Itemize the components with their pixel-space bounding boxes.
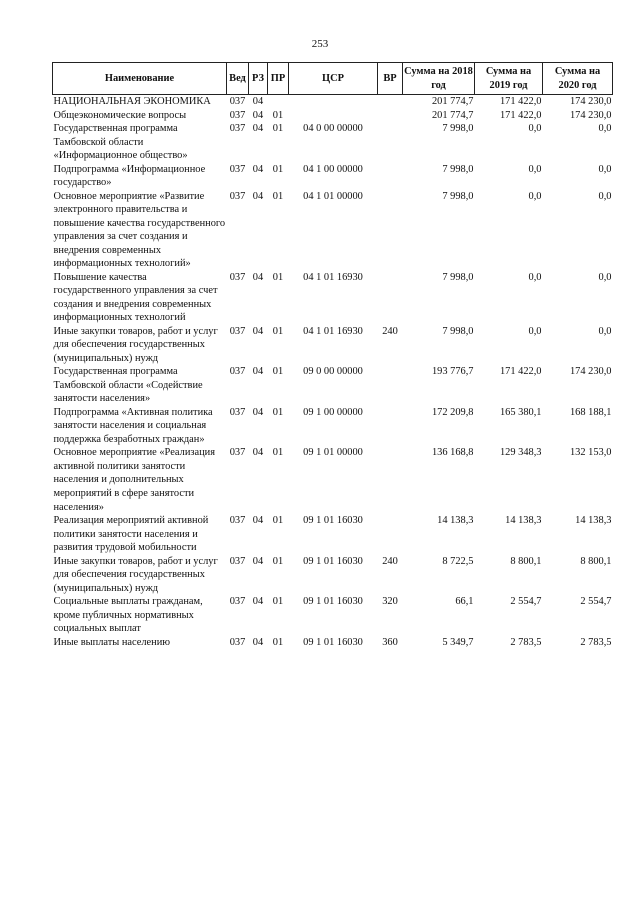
cell-rz: 04 <box>252 636 264 648</box>
cell-sum-2019: 0,0 <box>528 163 542 175</box>
cell-sum-2018: 201 774,7 <box>431 109 474 121</box>
cell-rz: 04 <box>252 447 264 459</box>
header-sum-2018: Сумма на 2018 год <box>403 63 475 95</box>
header-sum-2019: Сумма на 2019 год <box>475 63 543 95</box>
cell-vr <box>378 190 403 271</box>
cell-sum-2018: 7 998,0 <box>442 271 474 283</box>
cell-sum-2019: 2 783,5 <box>510 636 542 648</box>
header-vr: ВР <box>378 63 403 95</box>
cell-rz: 04 <box>252 271 264 283</box>
table-row <box>53 636 613 650</box>
cell-sum-2018: 8 722,5 <box>442 555 474 567</box>
cell-ved: 037 <box>229 555 246 567</box>
cell-rz: 04 <box>252 406 264 418</box>
cell-rz: 04 <box>252 190 264 202</box>
cell-vr <box>378 122 403 163</box>
cell-vr <box>378 406 403 447</box>
table-row <box>53 365 613 406</box>
cell-pr: 01 <box>272 271 284 283</box>
page-number: 253 <box>311 38 329 50</box>
cell-sum-2020: 174 230,0 <box>569 96 612 108</box>
cell-sum-2018: 172 209,8 <box>431 406 474 418</box>
cell-ved: 037 <box>229 325 246 337</box>
table-row <box>53 446 613 514</box>
cell-pr: 01 <box>272 123 284 135</box>
cell-sum-2019: 8 800,1 <box>510 555 542 567</box>
cell-ved: 037 <box>229 123 246 135</box>
cell-name: Общеэкономические вопросы <box>53 109 187 121</box>
table-row <box>53 406 613 447</box>
table-row <box>53 271 613 325</box>
table-row <box>53 95 613 109</box>
cell-rz: 04 <box>252 163 264 175</box>
cell-name: Социальные выплаты гражданам, кроме публичных нормативных социальных выплат <box>53 596 203 635</box>
cell-sum-2020: 0,0 <box>598 325 612 337</box>
header-rz: РЗ <box>249 63 268 95</box>
cell-sum-2019: 0,0 <box>528 271 542 283</box>
cell-csr: 09 1 01 16030 <box>303 636 363 648</box>
table-row <box>53 190 613 271</box>
cell-rz: 04 <box>252 596 264 608</box>
cell-ved: 037 <box>229 366 246 378</box>
cell-pr: 01 <box>272 190 284 202</box>
cell-vr <box>378 109 403 123</box>
cell-ved: 037 <box>229 596 246 608</box>
table-row <box>53 109 613 123</box>
cell-pr: 01 <box>272 109 284 121</box>
cell-csr: 04 1 01 16930 <box>303 271 363 283</box>
cell-ved: 037 <box>229 271 246 283</box>
cell-name: Иные закупки товаров, работ и услуг для обеспечения государственных (муниципальных) нужд <box>53 555 218 594</box>
cell-name: Основное мероприятие «Реализация активной политики занятости населения и дополнительных мероприятий в сфере занятости населения» <box>53 447 215 513</box>
cell-sum-2020: 0,0 <box>598 163 612 175</box>
cell-rz: 04 <box>252 515 264 527</box>
cell-sum-2019: 0,0 <box>528 325 542 337</box>
cell-sum-2020: 0,0 <box>598 123 612 135</box>
cell-sum-2019: 0,0 <box>528 123 542 135</box>
budget-table <box>52 62 613 649</box>
cell-ved: 037 <box>229 515 246 527</box>
cell-vr: 240 <box>382 325 398 337</box>
cell-name: Подпрограмма «Активная политика занятости населения и социальная поддержка безработных граждан» <box>53 406 213 445</box>
cell-rz: 04 <box>252 96 264 108</box>
cell-pr: 01 <box>272 366 284 378</box>
cell-csr: 09 1 01 16030 <box>303 555 363 567</box>
cell-csr: 04 1 01 00000 <box>303 190 363 202</box>
cell-vr <box>378 446 403 514</box>
header-ved: Вед <box>227 63 249 95</box>
cell-ved: 037 <box>229 636 246 648</box>
cell-sum-2018: 7 998,0 <box>442 190 474 202</box>
cell-pr: 01 <box>272 406 284 418</box>
cell-sum-2020: 168 188,1 <box>569 406 612 418</box>
cell-sum-2019: 165 380,1 <box>499 406 542 418</box>
cell-ved: 037 <box>229 96 246 108</box>
header-sum-2020: Сумма на 2020 год <box>543 63 613 95</box>
cell-csr: 09 1 00 00000 <box>303 406 363 418</box>
cell-csr: 09 1 01 16030 <box>303 515 363 527</box>
cell-rz: 04 <box>252 555 264 567</box>
cell-pr: 01 <box>272 515 284 527</box>
cell-ved: 037 <box>229 109 246 121</box>
header-pr: ПР <box>268 63 289 95</box>
cell-sum-2020: 132 153,0 <box>569 447 612 459</box>
cell-csr: 04 0 00 00000 <box>303 123 363 135</box>
cell-sum-2019: 2 554,7 <box>510 596 542 608</box>
table-row <box>53 163 613 190</box>
cell-pr: 01 <box>272 555 284 567</box>
cell-vr <box>378 163 403 190</box>
cell-name: Иные закупки товаров, работ и услуг для обеспечения государственных (муниципальных) нужд <box>53 325 218 364</box>
cell-vr: 320 <box>382 596 398 608</box>
cell-csr: 09 0 00 00000 <box>303 366 363 378</box>
cell-sum-2018: 7 998,0 <box>442 123 474 135</box>
cell-ved: 037 <box>229 447 246 459</box>
cell-name: Подпрограмма «Информационное государство» <box>53 163 206 189</box>
cell-rz: 04 <box>252 123 264 135</box>
cell-sum-2020: 174 230,0 <box>569 366 612 378</box>
table-header-row <box>53 63 613 95</box>
cell-pr: 01 <box>272 447 284 459</box>
header-name: Наименование <box>53 63 227 95</box>
cell-vr: 360 <box>382 636 398 648</box>
cell-sum-2018: 14 138,3 <box>437 515 474 527</box>
cell-csr: 09 1 01 00000 <box>303 447 363 459</box>
cell-name: Государственная программа Тамбовской области «Информационное общество» <box>53 123 188 162</box>
cell-sum-2018: 5 349,7 <box>442 636 474 648</box>
cell-vr <box>378 514 403 555</box>
cell-pr <box>268 95 289 109</box>
cell-csr <box>289 109 378 123</box>
cell-sum-2018: 66,1 <box>455 596 474 608</box>
cell-csr: 04 1 01 16930 <box>303 325 363 337</box>
cell-vr: 240 <box>382 555 398 567</box>
table-row <box>53 514 613 555</box>
cell-pr: 01 <box>272 596 284 608</box>
cell-sum-2020: 174 230,0 <box>569 109 612 121</box>
cell-sum-2019: 129 348,3 <box>499 447 542 459</box>
cell-csr: 09 1 01 16030 <box>303 596 363 608</box>
cell-vr <box>378 271 403 325</box>
cell-sum-2019: 171 422,0 <box>499 366 542 378</box>
cell-rz: 04 <box>252 325 264 337</box>
cell-vr <box>378 365 403 406</box>
cell-sum-2019: 14 138,3 <box>505 515 542 527</box>
cell-name: Основное мероприятие «Развитие электронного правительства и повышение качества государственного управления за счет создания и внедрения современных информационных технологий» <box>53 190 226 270</box>
cell-rz: 04 <box>252 366 264 378</box>
cell-sum-2020: 2 783,5 <box>580 636 612 648</box>
cell-pr: 01 <box>272 163 284 175</box>
cell-sum-2019: 0,0 <box>528 190 542 202</box>
cell-name: НАЦИОНАЛЬНАЯ ЭКОНОМИКА <box>53 96 211 108</box>
cell-sum-2020: 8 800,1 <box>580 555 612 567</box>
cell-vr <box>378 95 403 109</box>
cell-ved: 037 <box>229 406 246 418</box>
cell-sum-2020: 14 138,3 <box>575 515 612 527</box>
cell-rz: 04 <box>252 109 264 121</box>
cell-sum-2020: 2 554,7 <box>580 596 612 608</box>
cell-sum-2020: 0,0 <box>598 271 612 283</box>
cell-name: Иные выплаты населению <box>53 636 171 648</box>
cell-csr: 04 1 00 00000 <box>303 163 363 175</box>
cell-sum-2018: 193 776,7 <box>431 366 474 378</box>
cell-sum-2018: 7 998,0 <box>442 163 474 175</box>
table-row <box>53 122 613 163</box>
header-csr: ЦСР <box>289 63 378 95</box>
table-row <box>53 325 613 366</box>
cell-pr: 01 <box>272 636 284 648</box>
cell-sum-2019: 171 422,0 <box>499 109 542 121</box>
table-row <box>53 595 613 636</box>
cell-sum-2018: 201 774,7 <box>431 96 474 108</box>
cell-pr: 01 <box>272 325 284 337</box>
cell-sum-2020: 0,0 <box>598 190 612 202</box>
cell-ved: 037 <box>229 163 246 175</box>
table-row <box>53 555 613 596</box>
cell-ved: 037 <box>229 190 246 202</box>
cell-name: Реализация мероприятий активной политики занятости населения и развития трудовой мобильности <box>53 515 209 554</box>
cell-name: Повышение качества государственного управления за счет создания и внедрения современных информационных технологий <box>53 271 218 324</box>
cell-sum-2018: 7 998,0 <box>442 325 474 337</box>
cell-sum-2018: 136 168,8 <box>431 447 474 459</box>
cell-csr <box>289 95 378 109</box>
cell-sum-2019: 171 422,0 <box>499 96 542 108</box>
cell-name: Государственная программа Тамбовской области «Содействие занятости населения» <box>53 366 203 405</box>
